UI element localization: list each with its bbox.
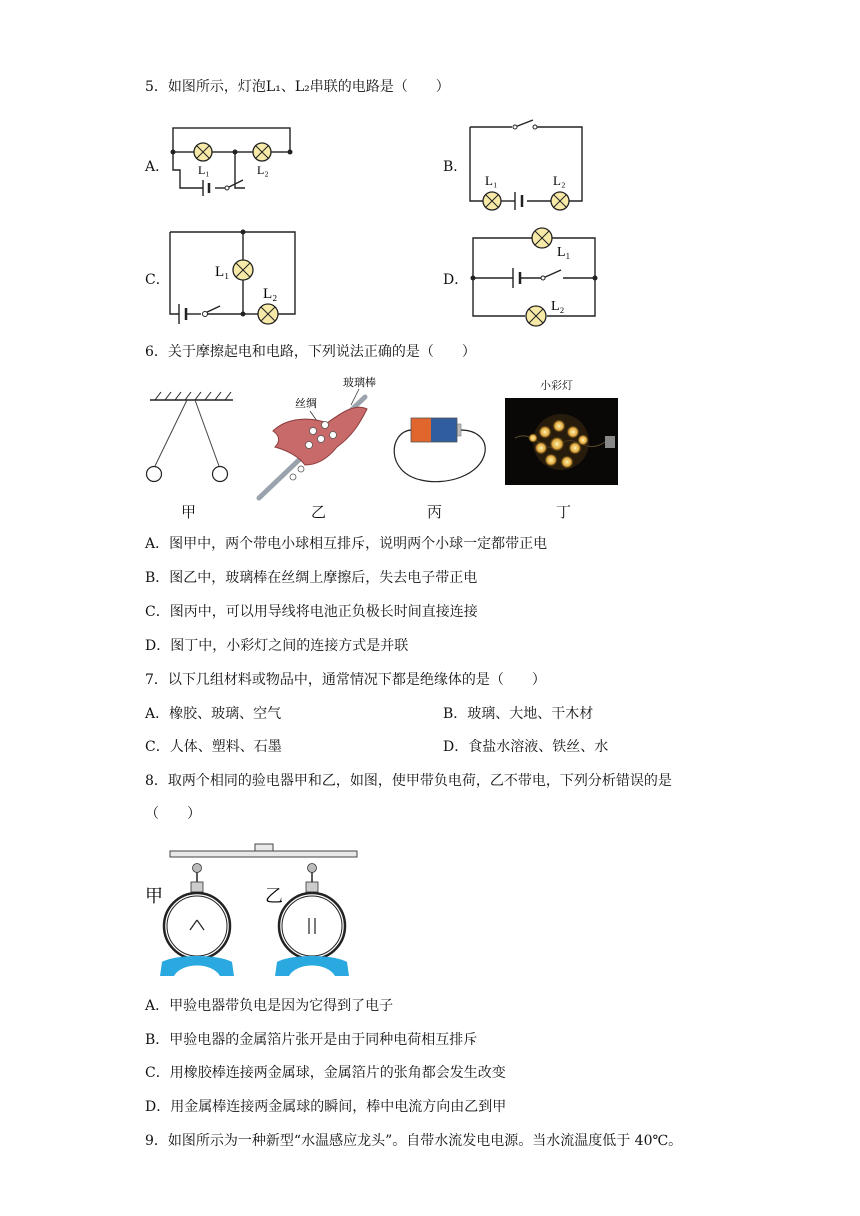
lamp-icon [532, 228, 552, 248]
label-l1: L₁ [198, 163, 210, 177]
figure-jia-charged-balls [145, 388, 240, 488]
label-l2: L₂ [551, 299, 565, 314]
q6-option-a: A．图甲中，两个带电小球相互排斥，说明两个小球一定都带正电 [145, 536, 548, 552]
figure-label-bing: 丙 [427, 503, 443, 521]
lamp-icon [526, 306, 546, 326]
q8-option-a: A．甲验电器带负电是因为它得到了电子 [145, 998, 394, 1014]
q6-option-c: C．图丙中，可以用导线将电池正负极长时间直接连接 [145, 604, 478, 620]
q7-stem: 7．以下几组材料或物品中，通常情况下都是绝缘体的是（ ） [145, 672, 546, 688]
lamp-icon [483, 192, 501, 210]
figure-label-jia: 甲 [181, 503, 197, 521]
label-l1: L₁ [215, 264, 230, 280]
q8-stem: 8．取两个相同的验电器甲和乙，如图，使甲带负电荷，乙不带电，下列分析错误的是 [145, 773, 672, 789]
circuit-c-diagram [165, 224, 300, 334]
label-l2: L₂ [263, 286, 278, 302]
figure-yi-glass-rod-silk [255, 373, 385, 503]
q5-stem: 5．如图所示，灯泡L₁、L₂串联的电路是（ ） [145, 79, 450, 95]
q7-option-a: A．橡胶、玻璃、空气 [145, 706, 282, 722]
lamp-icon [253, 143, 271, 161]
circuit-d-diagram [465, 226, 605, 334]
figure-electroscopes [140, 838, 365, 980]
q8-option-b: B．甲验电器的金属箔片张开是由于同种电荷相互排斥 [145, 1032, 478, 1048]
q6-option-b: B．图乙中，玻璃棒在丝绸上摩擦后，失去电子带正电 [145, 570, 478, 586]
q7-option-d: D．食盐水溶液、铁丝、水 [443, 739, 609, 755]
circuit-a-diagram [165, 120, 295, 210]
q8-option-d: D．用金属棒连接两金属球的瞬间，棒中电流方向由乙到甲 [145, 1099, 507, 1115]
q5-option-a-label: A． [145, 159, 170, 175]
small-lights-photo [505, 398, 618, 485]
electroscope-label-jia: 甲 [145, 886, 163, 906]
label-l1: L₁ [557, 245, 571, 260]
q5-option-c-label: C． [145, 272, 170, 288]
electroscope-label-yi: 乙 [265, 886, 283, 906]
glass-rod-caption: 玻璃棒 [343, 377, 376, 389]
q5-option-d-label: D． [443, 272, 469, 288]
label-l2: L₂ [553, 173, 566, 188]
q9-stem: 9．如图所示为一种新型“水温感应龙头”。自带水流发电电源。当水流温度低于 40℃。 [145, 1133, 683, 1149]
q8-option-c: C．用橡胶棒连接两金属球，金属箔片的张角都会发生改变 [145, 1065, 506, 1081]
q5-option-b-label: B． [443, 159, 468, 175]
q6-option-d: D．图丁中，小彩灯之间的连接方式是并联 [145, 638, 409, 654]
figure-label-ding: 丁 [556, 503, 572, 521]
lamp-icon [258, 304, 278, 324]
circuit-b-diagram [465, 115, 590, 217]
figure-bing-battery [385, 410, 490, 490]
label-l1: L₁ [485, 173, 498, 188]
lamp-icon [233, 260, 253, 280]
silk-caption: 丝绸 [295, 398, 317, 410]
q7-option-b: B．玻璃、大地、干木材 [443, 706, 594, 722]
label-l2: L₂ [257, 163, 269, 177]
figure-label-yi: 乙 [311, 503, 327, 521]
lamp-icon [194, 143, 212, 161]
q7-option-c: C．人体、塑料、石墨 [145, 739, 282, 755]
q8-stem-cont: （ ） [145, 806, 201, 822]
electroscope-yi [275, 864, 349, 977]
lamp-icon [551, 192, 569, 210]
small-lights-caption: 小彩灯 [540, 379, 573, 392]
q6-stem: 6．关于摩擦起电和电路，下列说法正确的是（ ） [145, 344, 476, 360]
electroscope-jia [160, 864, 234, 977]
